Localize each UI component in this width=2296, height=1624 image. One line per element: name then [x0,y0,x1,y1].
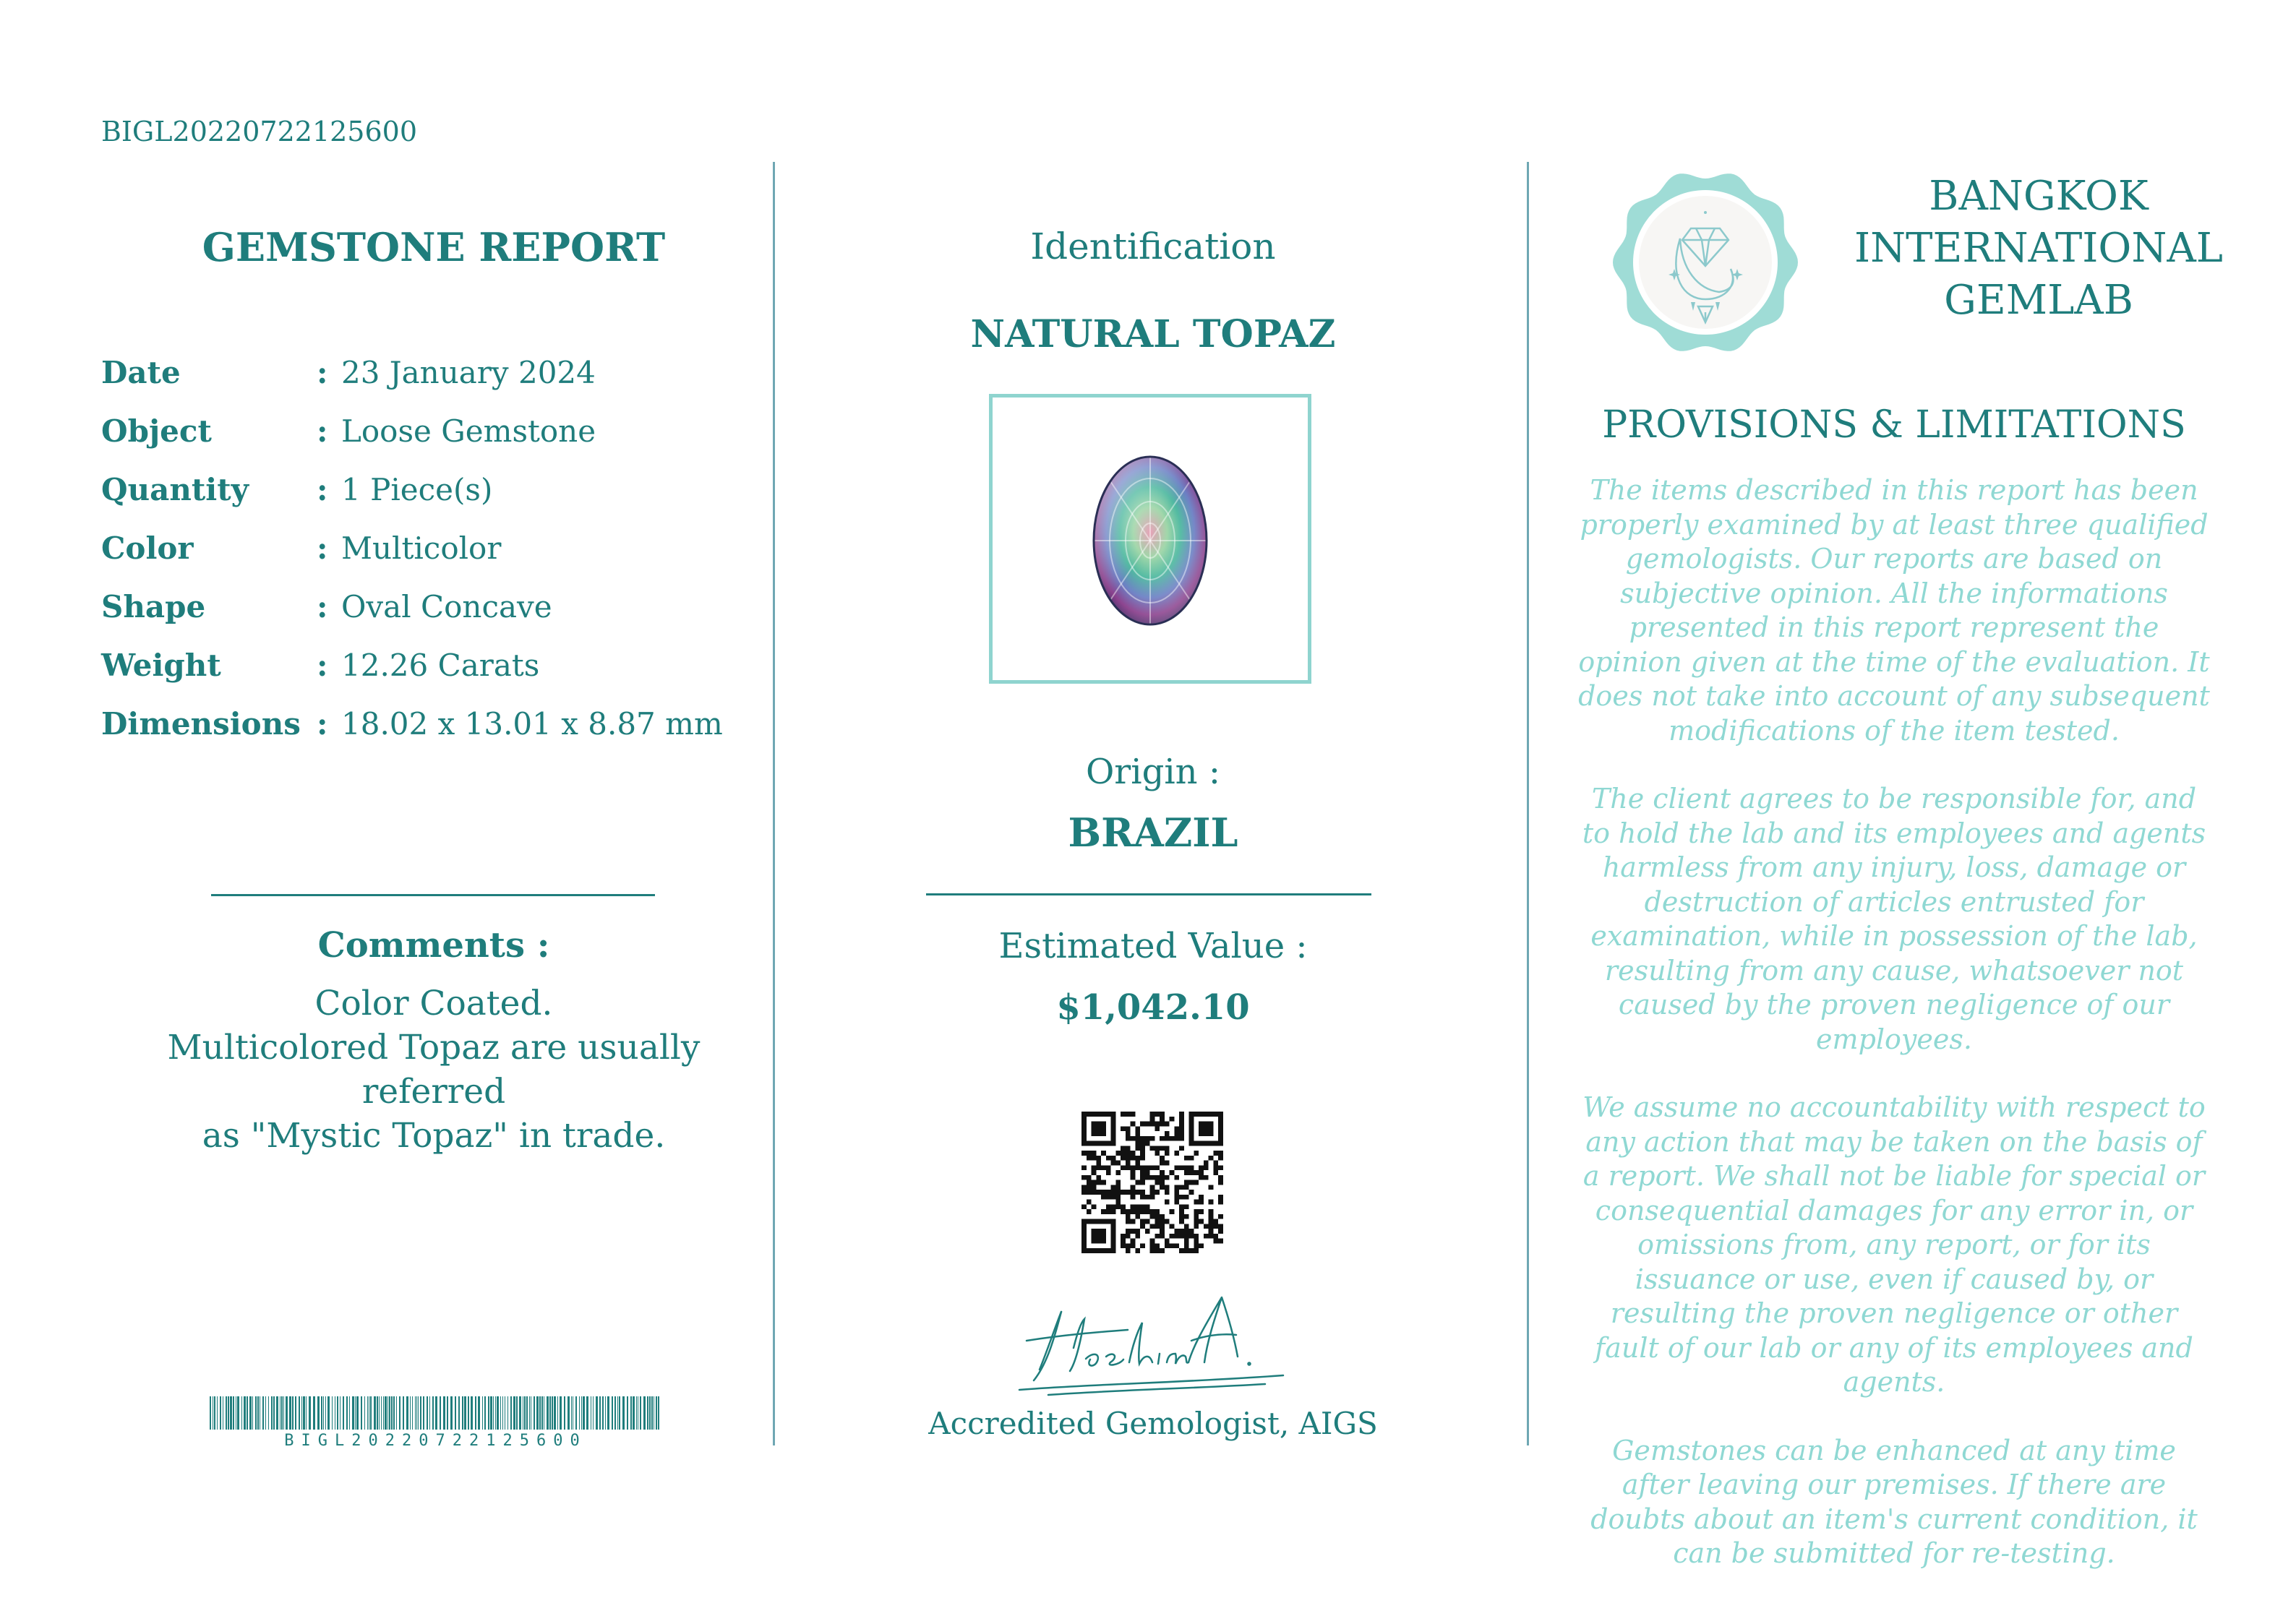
detail-row-dimensions [101,695,723,753]
provision-paragraph: The items described in this report has been properly examined by at least three qualified gemologists. Our reports are based on subjective opinion. All the informations presented in this report represent the opinion given at the time of the evaluation. It does not take into account of any subsequent modifications of the item tested. [1578,474,2210,747]
detail-row-quantity [101,460,723,519]
detail-value: 1 Piece(s) [341,472,493,507]
diamond-moon-seal-icon [1611,168,1800,357]
detail-colon: : [317,355,328,390]
left-divider [211,894,655,896]
oval-topaz-image [993,398,1308,680]
comments-title: Comments : [317,925,550,966]
column-divider-left [773,162,775,1445]
estimated-value: $1,042.10 [1056,987,1250,1028]
origin-label: Origin : [1085,752,1221,792]
provision-paragraph: The client agrees to be responsible for, and to hold the lab and its employees and agents harmless from any injury, loss, damage or destruction of articles entrusted for examination, while in possession of the lab, resulting from any cause, whatsoever not caused by the proven negligence of our employees. [1582,783,2206,1055]
estimated-value-label: Estimated Value : [998,926,1308,966]
gemologist-title: Accredited Gemologist, AIGS [928,1406,1378,1441]
lab-name-line: GEMLAB [1944,277,2133,324]
report-title: GEMSTONE REPORT [202,224,666,270]
detail-label: Dimensions [101,706,301,742]
lab-name-line: BANGKOK [1929,173,2149,220]
detail-label: Shape [101,589,206,624]
middle-divider [926,893,1371,895]
detail-value: 23 January 2024 [341,355,596,390]
lab-name-line: INTERNATIONAL [1854,225,2223,272]
comments-line: Color Coated. [314,984,553,1023]
detail-label: Date [101,355,181,390]
detail-value: Loose Gemstone [341,413,596,449]
detail-colon: : [317,706,328,742]
report-number: BIGL20220722125600 [101,116,417,147]
comments-line: as "Mystic Topaz" in trade. [202,1116,666,1156]
provision-paragraph: Gemstones can be enhanced at any time after leaving our premises. If there are doubts about an item's current condition, it can be submitted for re-testing. [1590,1434,2198,1569]
detail-colon: : [317,589,328,624]
signature [1005,1290,1294,1399]
details-list [101,343,723,753]
barcode-text: BIGL20220722125600 [284,1432,587,1450]
detail-value: Oval Concave [341,589,552,624]
column-divider-right [1527,162,1529,1445]
detail-value: 12.26 Carats [341,648,540,683]
detail-row-color [101,519,723,577]
comments-text [101,981,766,1158]
detail-row-weight [101,636,723,695]
detail-label: Object [101,413,212,449]
comments-line: Multicolored Topaz are usually referred [167,1028,701,1112]
lab-name [1851,171,2227,327]
provision-paragraph: We assume no accountability with respect to any action that may be taken on the basis of a report. We shall not be liable for special or consequential damages for any error in, or omissions from, any report, or for its issuance or use, even if caused by, or resulting the proven negligence or other fault of our lab or any of its employees and agents. [1582,1091,2206,1398]
origin-value: BRAZIL [1068,809,1238,856]
detail-label: Weight [101,648,221,683]
detail-colon: : [317,530,328,566]
detail-colon: : [317,413,328,449]
detail-colon: : [317,648,328,683]
identification-value: NATURAL TOPAZ [970,312,1336,356]
detail-value: 18.02 x 13.01 x 8.87 mm [341,706,723,742]
provisions-text [1576,473,2212,1605]
detail-label: Quantity [101,472,249,507]
detail-row-date [101,343,723,402]
detail-colon: : [317,472,328,507]
gem-image-frame [989,394,1311,684]
qr-code-icon[interactable] [1081,1112,1223,1253]
detail-value: Multicolor [341,530,502,566]
barcode-icon [210,1396,661,1430]
detail-label: Color [101,530,194,566]
detail-row-object [101,402,723,460]
detail-row-shape [101,577,723,636]
provisions-title: PROVISIONS & LIMITATIONS [1602,403,2186,447]
identification-label: Identification [1030,225,1276,267]
